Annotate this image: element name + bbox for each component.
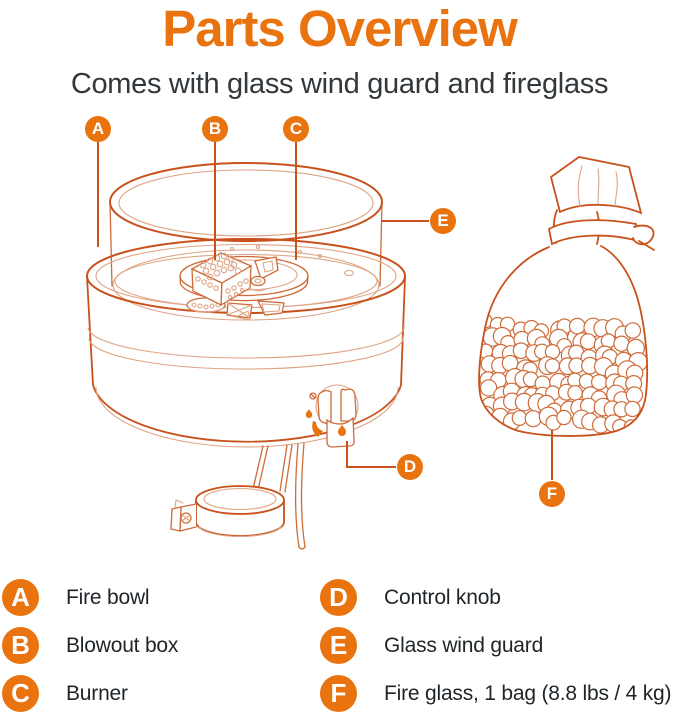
callout-badge-d	[397, 454, 423, 480]
glass-wind-guard-drawing	[110, 163, 382, 320]
callout-leader-lines	[98, 142, 552, 480]
legend-label: Blowout box	[66, 633, 179, 657]
legend-letter: F	[330, 678, 347, 708]
legend-badge-e	[320, 627, 357, 664]
legend-letter: E	[329, 630, 348, 660]
callout-letter: D	[403, 457, 417, 476]
legend-item-glass-wind-guard	[320, 627, 671, 664]
legend-badge-b	[2, 627, 39, 664]
callout-letter: B	[208, 119, 222, 138]
legend-letter: D	[329, 582, 348, 612]
callout-badge-e	[430, 208, 456, 234]
fire-glass-bag-drawing	[478, 157, 654, 436]
callout-letter: A	[91, 119, 105, 138]
legend-item-fire-bowl	[2, 579, 320, 616]
page-subtitle: Comes with glass wind guard and fireglass	[70, 68, 609, 100]
callout-letter: C	[289, 119, 303, 138]
callout-letter: E	[437, 211, 449, 230]
legend-badge-c	[2, 675, 39, 712]
legend-item-control-knob	[320, 579, 671, 616]
legend-item-fire-glass	[320, 675, 671, 712]
legend-letter: C	[11, 678, 30, 708]
legend	[2, 579, 679, 712]
callout-badge-b	[202, 116, 228, 142]
callout-badge-a	[85, 116, 111, 142]
legend-label: Burner	[66, 681, 128, 705]
legend-item-blowout-box	[2, 627, 320, 664]
callout-badge-f	[539, 481, 565, 507]
legend-label: Glass wind guard	[384, 633, 544, 657]
legend-letter: A	[11, 582, 30, 612]
legend-label: Control knob	[384, 585, 501, 609]
legend-column-right	[320, 579, 671, 712]
page-title: Parts Overview	[162, 0, 517, 57]
callout-badge-c	[283, 116, 309, 142]
legend-column-left	[2, 579, 320, 712]
legend-letter: B	[11, 630, 30, 660]
legend-badge-d	[320, 579, 357, 616]
legend-item-burner	[2, 675, 320, 712]
tank-collar-drawing	[171, 486, 284, 536]
legend-badge-a	[2, 579, 39, 616]
leader-line-d	[347, 441, 396, 467]
legend-label: Fire glass, 1 bag (8.8 lbs / 4 kg)	[384, 681, 672, 705]
pebbles	[478, 314, 648, 435]
control-knob-drawing	[306, 385, 358, 447]
callout-letter: F	[546, 484, 558, 503]
under-deck-parts-drawing	[187, 298, 284, 320]
legend-badge-f	[320, 675, 357, 712]
legend-label: Fire bowl	[66, 585, 150, 609]
